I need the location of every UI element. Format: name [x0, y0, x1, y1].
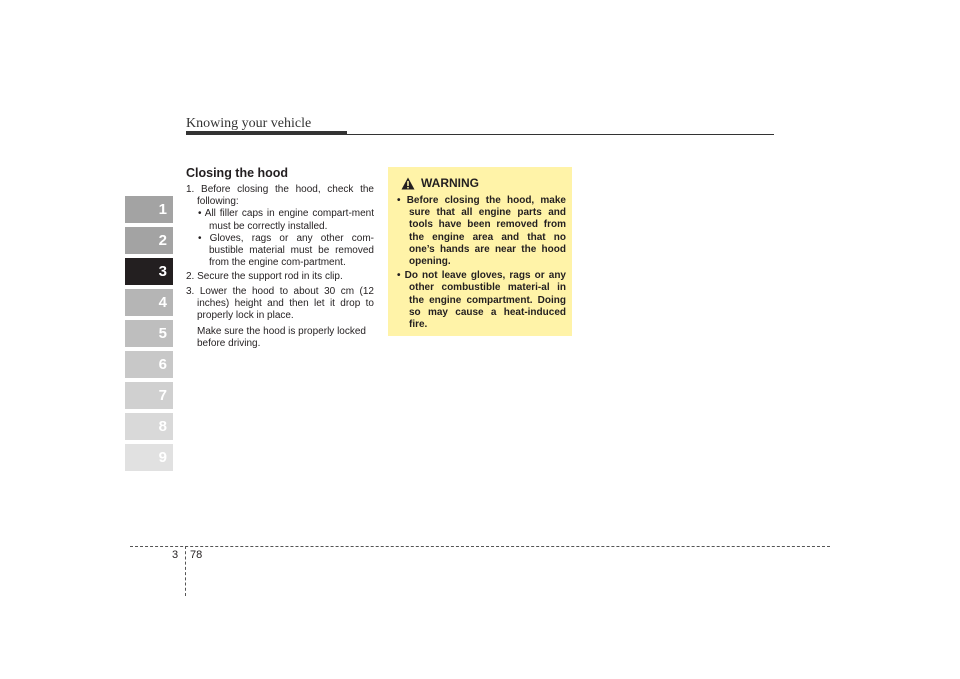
note-text: Make sure the hood is properly locked before driving. — [197, 326, 366, 350]
warning-item-1: • Before closing the hood, make sure that all engine parts and tools have been removed from the engine area and that no one’s hands are near the hood opening. — [397, 195, 566, 268]
step-2: 2. Secure the support rod in its clip. — [186, 271, 343, 283]
bullet-filler-caps: • All filler caps in engine compart-ment must be correctly installed. — [198, 208, 374, 232]
step-1: 1. Before closing the hood, check the following: — [186, 184, 374, 208]
warning-title: WARNING — [421, 176, 479, 190]
chapter-tab-2[interactable]: 2 — [125, 227, 173, 254]
chapter-tab-6[interactable]: 6 — [125, 351, 173, 378]
header-rule — [186, 134, 774, 135]
chapter-tab-3[interactable]: 3 — [125, 258, 173, 285]
chapter-tab-5[interactable]: 5 — [125, 320, 173, 347]
warning-header — [401, 176, 566, 190]
chapter-tab-4[interactable]: 4 — [125, 289, 173, 316]
chapter-tab-9[interactable]: 9 — [125, 444, 173, 471]
chapter-tab-7[interactable]: 7 — [125, 382, 173, 409]
footer-page-number: 78 — [190, 549, 203, 561]
chapter-tab-1[interactable]: 1 — [125, 196, 173, 223]
page-header-title: Knowing your vehicle — [186, 116, 312, 131]
warning-item-2: • Do not leave gloves, rags or any other combustible materi-al in the engine compartment. Doing so may cause a heat-induced fire. — [397, 270, 566, 331]
main-content — [186, 166, 374, 351]
warning-box — [388, 167, 572, 336]
section-title: Closing the hood — [186, 166, 289, 180]
chapter-tab-8[interactable]: 8 — [125, 413, 173, 440]
footer-chapter-number: 3 — [172, 549, 179, 561]
bullet-gloves-rags: • Gloves, rags or any other com-bustible material must be removed from the engine com-partment. — [198, 232, 374, 269]
warning-triangle-icon — [401, 177, 415, 190]
step-3: 3. Lower the hood to about 30 cm (12 inches) height and then let it drop to properly lock in place. — [186, 285, 374, 322]
footer-rule — [130, 546, 830, 547]
footer-divider — [185, 546, 186, 596]
